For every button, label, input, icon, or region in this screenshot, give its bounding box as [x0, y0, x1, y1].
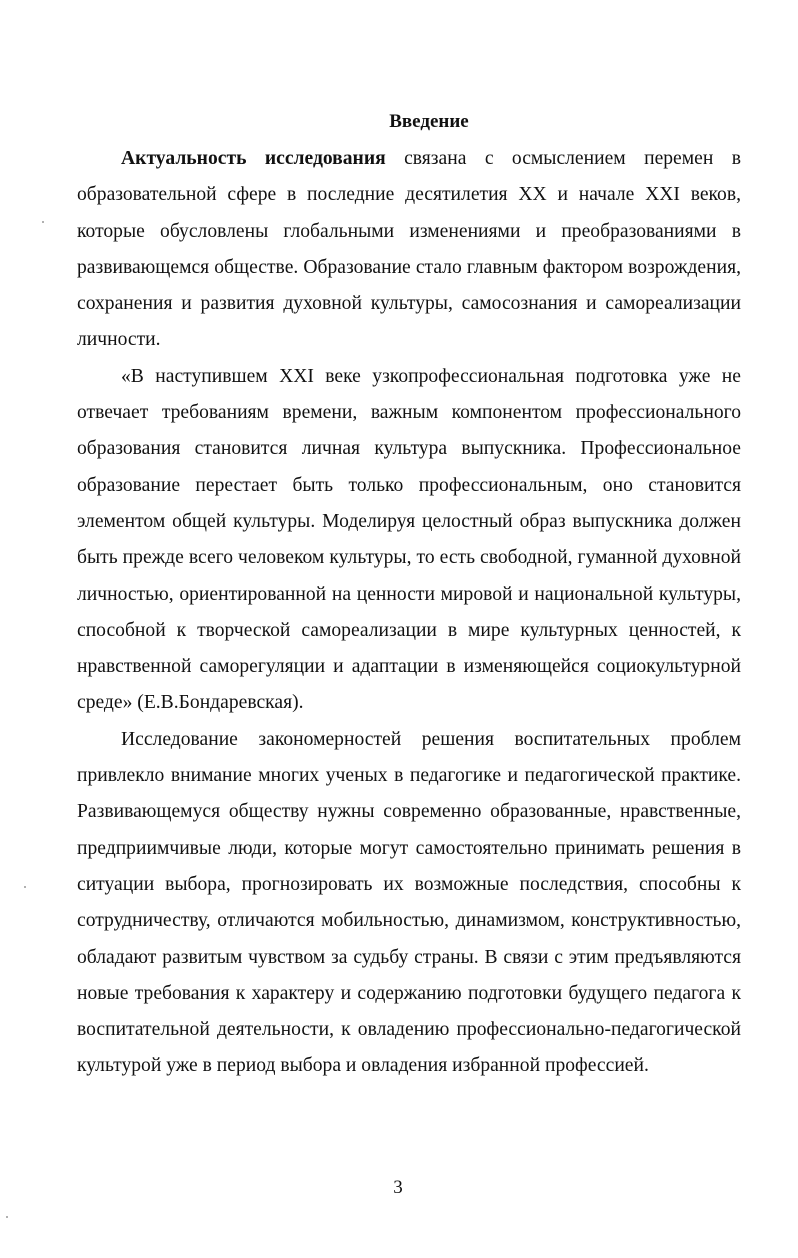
page-number: 3	[393, 1177, 403, 1198]
section-title: Введение	[389, 111, 469, 132]
paragraph-text: связана с осмыслением перемен в образовательной сфере в последние десятилетия XX и начале XXI веков, которые обусловлены глобальными изменениями и преобразованиями в развивающемся обществе. Образование стало главным фактором возрождения, сохранения и развития духовной культуры, самосознания и самореализации личности.	[77, 148, 741, 351]
scan-speck	[42, 221, 44, 223]
scan-speck	[24, 886, 26, 888]
paragraph-text: «В наступившем XXI веке узкопрофессиональная подготовка уже не отвечает требованиям времени, важным компонентом профессионального образования становится личная культура выпускника. Профессиональное образование перестает быть только профессиональным, оно становится элементом общей культуры. Моделируя целостный образ выпускника должен быть прежде всего человеком культуры, то есть свободной, гуманной духовной личностью, ориентированной на ценности мировой и национальной культуры, способной к творческой самореализации в мире культурных ценностей, к нравственной саморегуляции и адаптации в изменяющейся социокультурной среде» (Е.В.Бондаревская).	[77, 365, 741, 714]
paragraph-text: Исследование закономерностей решения воспитательных проблем привлекло внимание многих ученых в педагогике и педагогической практике. Развивающемуся обществу нужны современно образованные, нравственные, предприимчивые люди, которые могут самостоятельно принимать решения в ситуации выбора, прогнозировать их возможные последствия, способны к сотрудничеству, отличаются мобильностью, динамизмом, конструктивностью, обладают развитым чувством за судьбу страны. В связи с этим предъявляются новые требования к характеру и содержанию подготовки будущего педагога к воспитательной деятельности, к овладению профессионально-педагогической культурой уже в период выбора и овладения избранной профессией.	[77, 728, 741, 1077]
paragraph-lead-bold: Актуальность исследования	[121, 148, 386, 169]
paragraph-relevance	[77, 141, 741, 359]
paragraph-quote	[77, 359, 741, 722]
body-text	[77, 141, 741, 1085]
scan-speck	[6, 1216, 8, 1218]
paragraph-research	[77, 722, 741, 1085]
